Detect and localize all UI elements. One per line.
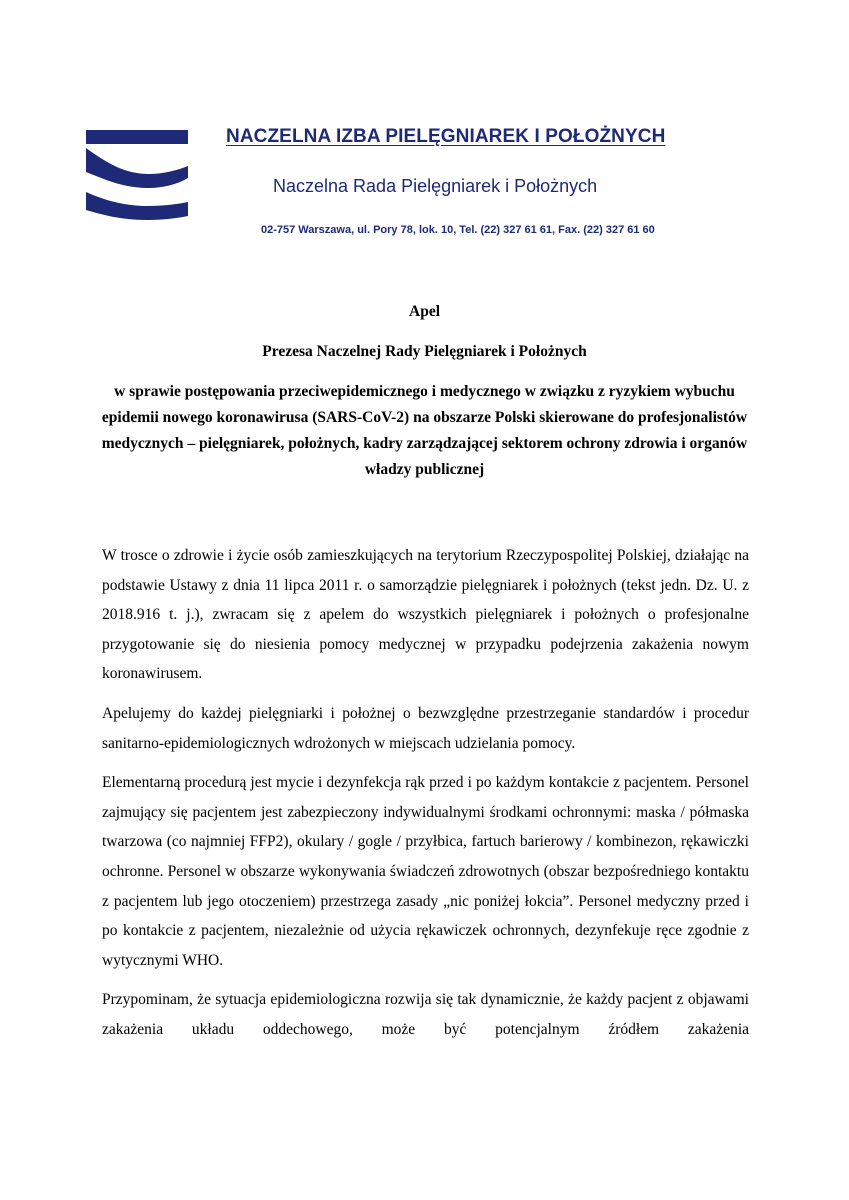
- document-author: Prezesa Naczelnej Rady Pielęgniarek i Położnych: [262, 343, 587, 360]
- council-name: Naczelna Rada Pielęgniarek i Położnych: [273, 176, 598, 196]
- paragraph: W trosce o zdrowie i życie osób zamieszkujących na terytorium Rzeczypospolitej Polskiej, działając na podstawie Ustawy z dnia 11 lipca 2011 r. o samorządzie pielęgniarek i położnych (tekst jedn. Dz. U. z 2018.916 t. j.), zwracam się z apelem do wszystkich pielęgniarek i położnych o profesjonalne przygotowanie się do niesienia pomocy medycznej w przypadku podejrzenia zakażenia nowym koronawirusem.: [102, 547, 749, 683]
- paragraph: Elementarną procedurą jest mycie i dezynfekcja rąk przed i po każdym kontakcie z pacjentem. Personel zajmujący się pacjentem jest zabezpieczony indywidualnymi środkami ochronnymi: maska / półmaska twarzowa (co najmniej FFP2), okulary / gogle / przyłbica, fartuch barierowy / kombinezon, rękawiczki ochronne. Personel w obszarze wykonywania świadczeń zdrowotnych (obszar bezpośredniego kontaktu z pacjentem lub jego otoczeniem) przestrzega zasady „nic poniżej łokcia”. Personel medyczny przed i po kontakcie z pacjentem, niezależnie od użycia rękawiczek ochronnych, dezynfekuje ręce zgodnie z wytycznymi WHO.: [102, 774, 749, 969]
- paragraph: Przypominam, że sytuacja epidemiologiczna rozwija się tak dynamicznie, że każdy pacjent z objawami zakażenia układu oddechowego, może być potencjalnym źródłem zakażenia: [102, 991, 749, 1038]
- document-title: Apel: [409, 303, 440, 320]
- organization-name: NACZELNA IZBA PIELĘGNIAREK I POŁOŻNYCH: [226, 126, 666, 147]
- paragraph: Apelujemy do każdej pielęgniarki i położnej o bezwzględne przestrzeganie standardów i procedur sanitarno-epidemiologicznych wdrożonych w miejscach udzielania pomocy.: [102, 704, 749, 752]
- contact-address: 02-757 Warszawa, ul. Pory 78, lok. 10, Tel. (22) 327 61 61, Fax. (22) 327 61 60: [261, 224, 655, 236]
- organization-logo-icon: [86, 130, 188, 228]
- document-body: [102, 541, 749, 1055]
- document-topic: w sprawie postępowania przeciwepidemicznego i medycznego w związku z ryzykiem wybuchu epidemii nowego koronawirusa (SARS-CoV-2) na obszarze Polski skierowane do profesjonalistów medycznych – pielęgniarek, położnych, kadry zarządzającej sektorem ochrony zdrowia i organów władzy publicznej: [101, 383, 748, 478]
